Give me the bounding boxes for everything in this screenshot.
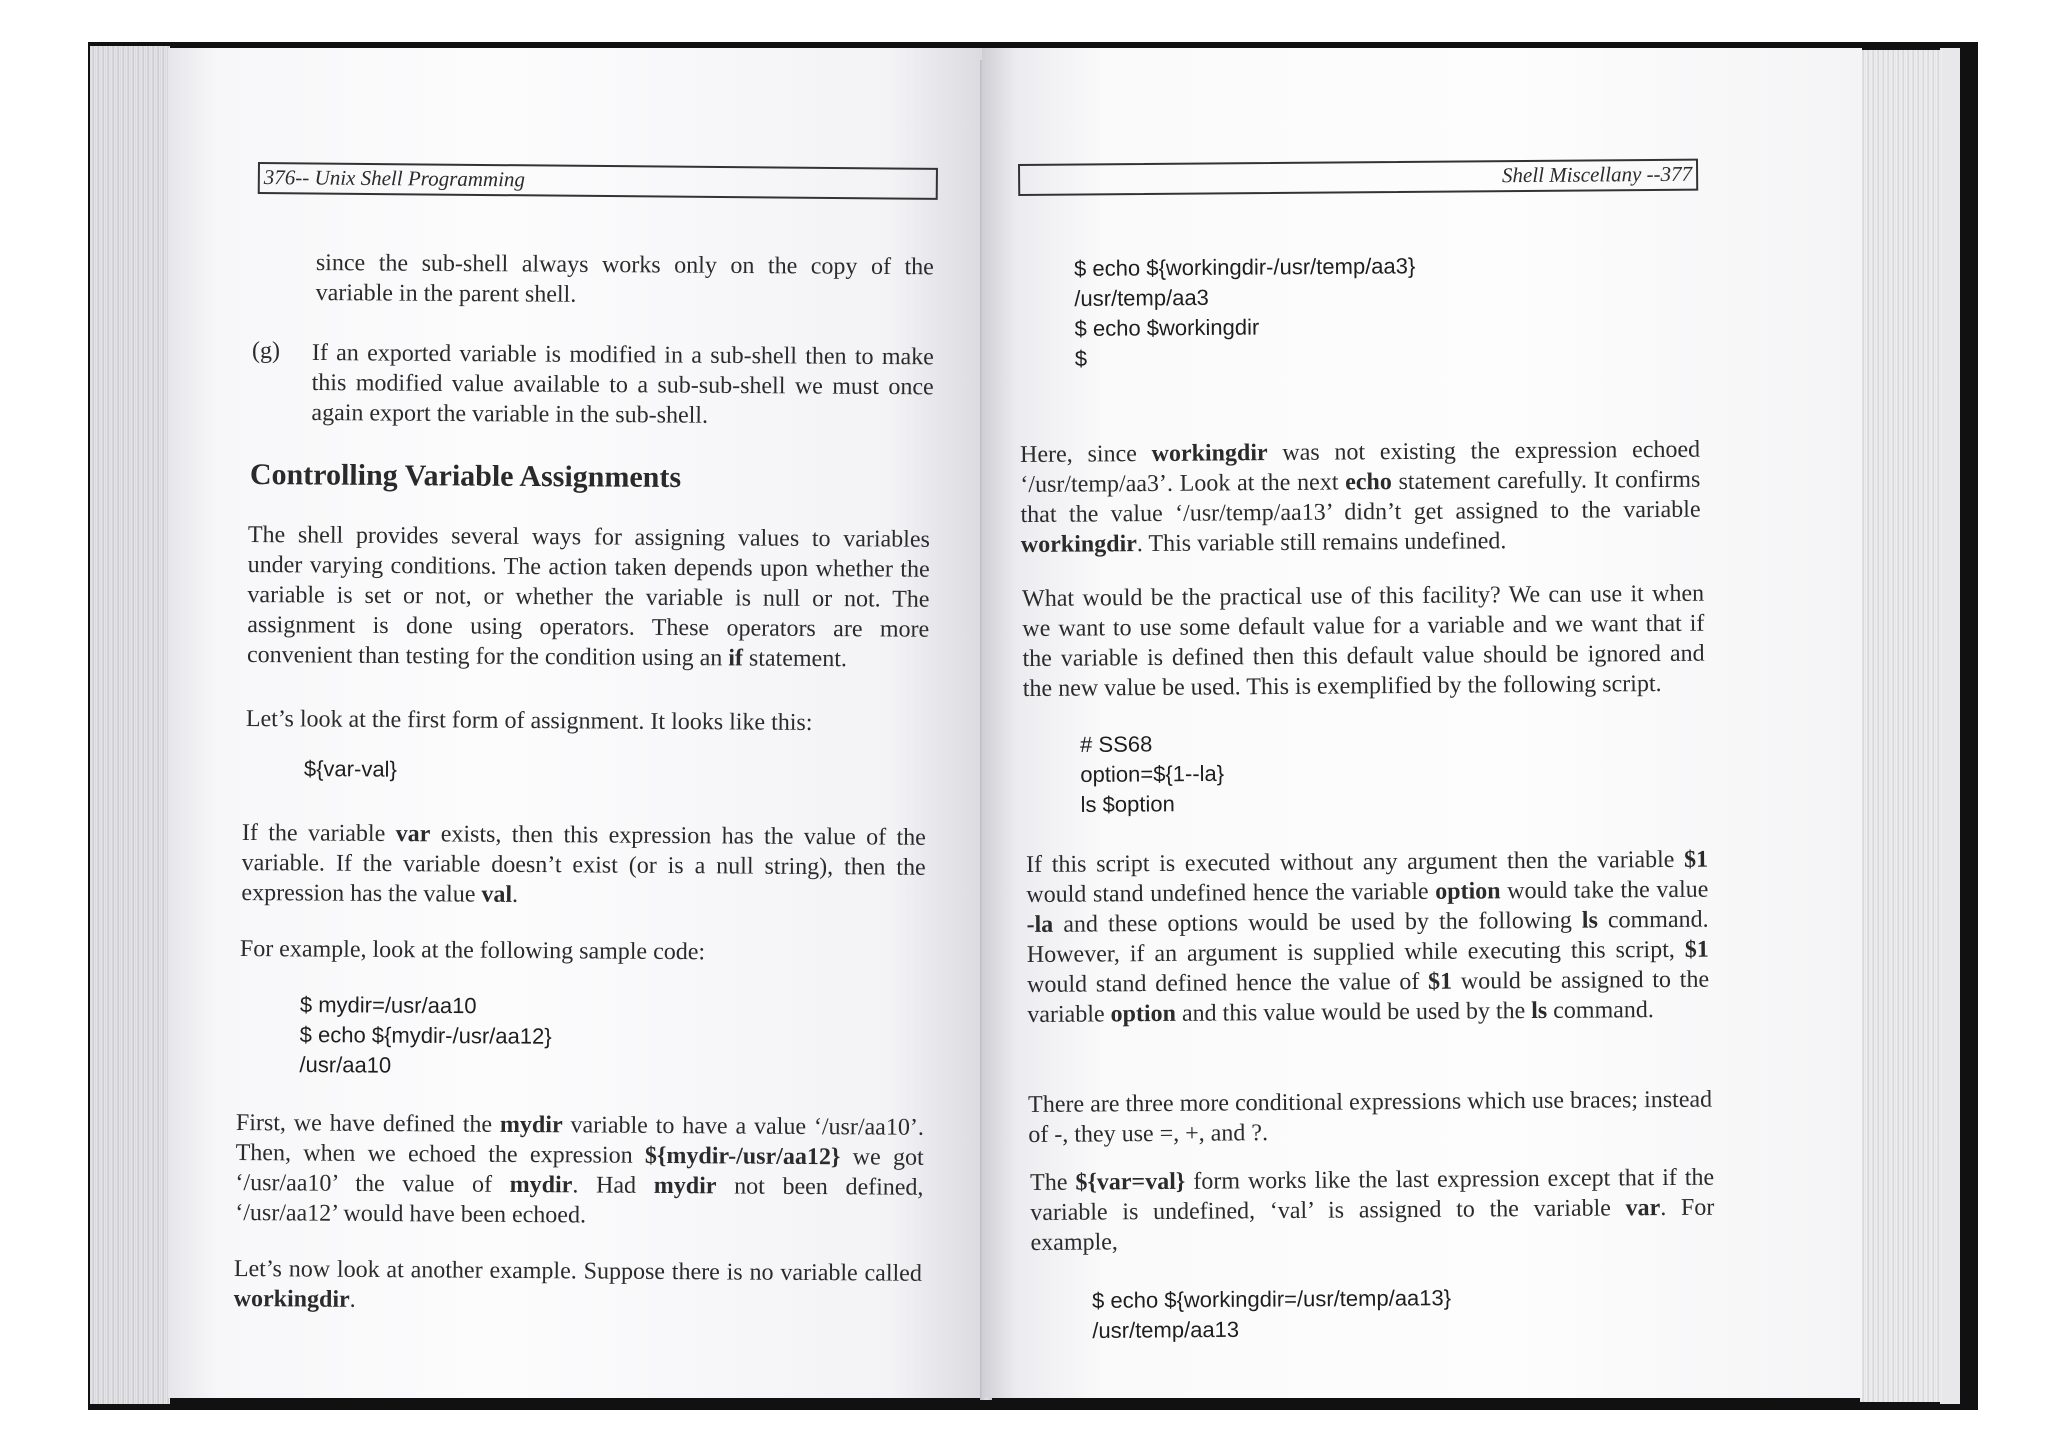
section-heading-block — [250, 460, 930, 495]
left-continued-paragraph — [316, 248, 934, 312]
right-code-2 — [1080, 729, 1224, 820]
para5-text-e: we got ‘/usr/aa10’ the value of — [235, 1144, 924, 1198]
r-para1-text-c: was not existing the expression echoed ‘/usr/temp/aa3’. Look at the next — [1020, 436, 1701, 498]
r-para3-j: $1 — [1684, 936, 1709, 963]
r-para1-text-a: Here, since — [1020, 440, 1152, 468]
para1-text-c: statement. — [742, 645, 848, 673]
code-line: $ echo $workingdir — [1074, 314, 1260, 341]
right-page-edges — [1860, 50, 1942, 1402]
r-para1-bold-workingdir: workingdir — [1151, 440, 1268, 467]
code-var-val: ${var-val} — [303, 755, 397, 782]
left-paragraph-2 — [246, 704, 928, 739]
para5-bold-mydir-2: mydir — [509, 1171, 573, 1199]
r-para5-b: ${var=val} — [1075, 1168, 1186, 1196]
item-g — [311, 338, 934, 432]
para4-text: For example, look at the following sample code: — [239, 935, 706, 966]
left-page-edges — [90, 46, 170, 1404]
r-para3-m: would be assigned to the variable — [1027, 966, 1710, 1028]
r-para3-a: If this script is executed without any argument then the variable — [1026, 846, 1685, 878]
right-paragraph-5 — [1030, 1163, 1715, 1258]
r-para3-b: $1 — [1683, 846, 1709, 873]
para3-text-e: . — [511, 881, 519, 908]
r-para3-g: and these options would be used by the following — [1053, 907, 1582, 938]
continued-text: since the sub-shell always works only on the copy of the variable in the parent shell. — [315, 249, 934, 308]
right-paragraph-2 — [1022, 579, 1705, 704]
para3-bold-var: var — [395, 821, 431, 848]
r-para1-text-g: . This variable still remains undefined. — [1136, 528, 1507, 558]
r-para3-e: would take the value — [1500, 876, 1709, 905]
code-line: $ echo ${workingdir=/usr/temp/aa13} — [1092, 1285, 1452, 1313]
item-g-text: If an exported variable is modified in a sub-shell then to make this modified value available to a sub-sub-shell we must once again export the variable in the sub-shell. — [311, 339, 934, 429]
para1-text-a: The shell provides several ways for assigning values to variables under varying conditions. The action taken depends upon whether the variable is set or not, or whether the variable is null or not. The assignment is done using operators. These operators are more convenient than testing for the condition using an — [246, 521, 930, 672]
para5-bold-expr: ${mydir-/usr/aa12} — [644, 1142, 841, 1171]
code-line: $ echo ${workingdir-/usr/temp/aa3} — [1074, 253, 1416, 281]
right-code-3 — [1092, 1283, 1451, 1346]
para2-text: Let’s look at the first form of assignment. It looks like this: — [245, 705, 813, 736]
left-page-header — [258, 162, 938, 200]
left-paragraph-6 — [234, 1254, 922, 1319]
left-code-1 — [304, 754, 397, 785]
para5-bold-mydir-3: mydir — [653, 1172, 717, 1200]
para3-text-a: If the variable — [241, 819, 396, 848]
left-code-2 — [299, 990, 552, 1082]
left-paragraph-1 — [247, 520, 930, 675]
code-line: $ mydir=/usr/aa10 — [299, 991, 477, 1019]
para3-text-c: exists, then this expression has the value of the variable. If the variable doesn’t exist (or is a null string), then the expression has the value — [241, 821, 926, 908]
r-para3-q: command. — [1547, 997, 1654, 1024]
section-title: Controlling Variable Assignments — [249, 458, 682, 495]
para5-text-c: variable to have a value ‘/usr/aa10’. Then, when we echoed the expression — [235, 1112, 924, 1169]
code-line: $ echo ${mydir-/usr/aa12} — [299, 1021, 552, 1049]
left-paragraph-4 — [240, 934, 924, 969]
r-para4-text: There are three more conditional expressions which use braces; instead of -, they use =, +, and ?. — [1028, 1086, 1713, 1148]
r-para1-bold-workingdir-2: workingdir — [1020, 531, 1137, 558]
left-paragraph-3 — [241, 818, 926, 913]
code-line: /usr/temp/aa3 — [1074, 284, 1209, 311]
right-page-header — [1018, 159, 1698, 196]
r-para3-d: option — [1435, 878, 1501, 905]
r-para5-a: The — [1030, 1169, 1076, 1196]
r-para3-l: $1 — [1427, 968, 1453, 995]
r-para3-k: would stand defined hence the value of — [1026, 968, 1429, 998]
right-paragraph-3 — [1026, 845, 1709, 1030]
code-line: $ — [1074, 345, 1088, 371]
para3-bold-val: val — [481, 881, 513, 908]
para5-text-g: . Had — [572, 1172, 654, 1199]
r-para3-n: option — [1110, 1000, 1177, 1028]
para5-bold-mydir: mydir — [499, 1111, 563, 1139]
code-line: /usr/temp/aa13 — [1092, 1316, 1240, 1343]
code-line: # SS68 — [1080, 731, 1153, 757]
r-para3-p: ls — [1531, 997, 1548, 1025]
code-line: /usr/aa10 — [299, 1051, 392, 1078]
right-code-1 — [1074, 251, 1416, 374]
r-para3-f: -la — [1026, 911, 1054, 938]
r-para3-c: would stand undefined hence the variable — [1026, 878, 1436, 908]
para6-text-a: Let’s now look at another example. Suppose there is no variable called — [233, 1256, 922, 1287]
para6-bold-workingdir: workingdir — [233, 1285, 350, 1313]
r-para3-h: ls — [1581, 907, 1598, 934]
code-line: ls $option — [1080, 791, 1175, 817]
right-paragraph-4 — [1028, 1085, 1712, 1150]
r-para3-i: command. However, if an argument is supplied while executing this script, — [1026, 906, 1709, 968]
r-para1-bold-echo: echo — [1345, 469, 1392, 496]
r-para5-e: . For example, — [1030, 1194, 1715, 1256]
code-line: option=${1--la} — [1080, 760, 1225, 787]
r-para2-text: What would be the practical use of this facility? We can use it when we want to use some default value for a variable and we want that if the variable is defined then this default value should be ignored and the new value be used. This is exemplified by the following script. — [1022, 580, 1705, 702]
r-para3-o: and this value would be used by the — [1175, 998, 1532, 1027]
right-page-header-text: Shell Miscellany --377 — [1501, 161, 1693, 188]
r-para5-d: var — [1625, 1195, 1661, 1222]
left-page-header-text: 376-- Unix Shell Programming — [263, 165, 526, 192]
right-paragraph-1 — [1020, 435, 1701, 560]
para5-text-a: First, we have defined the — [235, 1110, 501, 1138]
para1-keyword-if: if — [728, 645, 744, 672]
left-paragraph-5 — [235, 1108, 924, 1233]
para5-text-i: not been defined, ‘/usr/aa12’ would have been echoed. — [235, 1173, 924, 1229]
r-para5-c: form works like the last expression except that if the variable is undefined, ‘val’ is assigned to the variable — [1030, 1164, 1715, 1226]
right-page-edges-outer — [1940, 48, 1960, 1404]
item-g-label: (g) — [252, 338, 280, 364]
r-para1-text-e: statement carefully. It confirms that the value ‘/usr/temp/aa13’ didn’t get assigned to the variable — [1020, 466, 1701, 528]
para6-text-c: . — [349, 1286, 356, 1313]
